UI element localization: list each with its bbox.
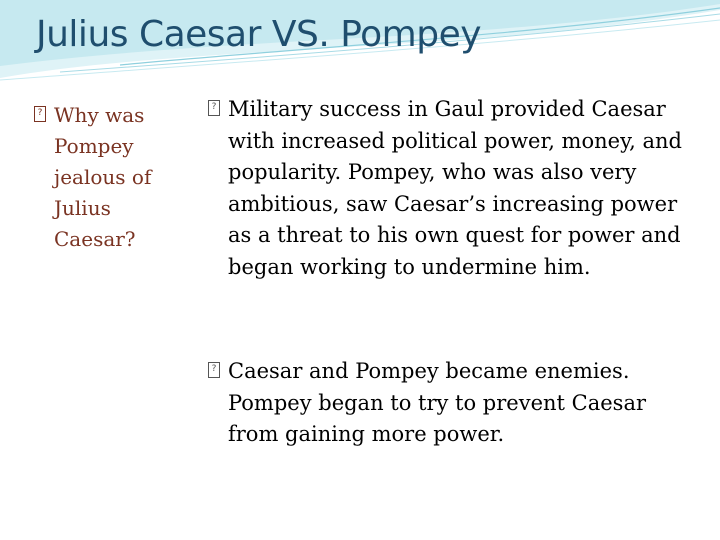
- answer-block-2: [208, 356, 688, 451]
- bullet-icon: ?: [208, 362, 220, 378]
- slide-title: Julius Caesar VS. Pompey: [36, 14, 482, 55]
- question-text: Why was Pompey jealous of Julius Caesar?: [54, 103, 152, 251]
- question-block: [34, 100, 184, 255]
- answer-text-2: Caesar and Pompey became enemies. Pompey began to try to prevent Caesar from gaining more power.: [228, 359, 647, 446]
- bullet-icon: ?: [34, 106, 46, 122]
- answer-block-1: [208, 94, 688, 283]
- answer-text-1: Military success in Gaul provided Caesar with increased political power, money, and popularity. Pompey, who was also very ambitious, saw Caesar’s increasing power as a threat to his own quest for power and began working to undermine him.: [228, 97, 682, 279]
- bullet-icon: ?: [208, 100, 220, 116]
